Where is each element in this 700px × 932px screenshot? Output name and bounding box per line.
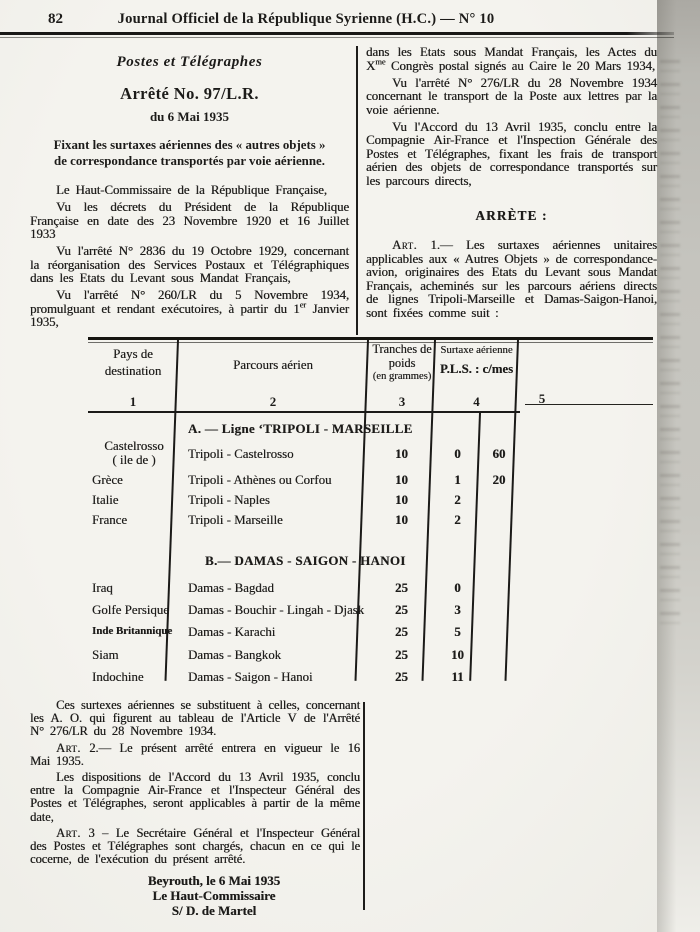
signature-title: Le Haut-Commissaire [152, 888, 276, 904]
paragraph-vu-arrete-276: Vu l'arrêté N° 276/LR du 28 Novembre 1934 concernant le transport de la Poste aux lettres par la voie aérienne. [366, 75, 657, 117]
section-b-title: B.— DAMAS - SAIGON - HANOI [205, 553, 406, 568]
cell-country [92, 440, 176, 467]
section-rubric: Postes et Télégraphes [116, 54, 263, 70]
cell-weight: 25 [395, 625, 408, 639]
cell-country: Siam [92, 648, 119, 662]
cell-pls: 0 [454, 581, 461, 595]
bottom-column [30, 699, 360, 919]
cell-weight: 10 [395, 493, 408, 507]
cell-weight: 25 [395, 581, 408, 595]
column-number-5: 5 [538, 391, 546, 406]
paragraph-article-2 [30, 742, 360, 768]
paragraph-text: Janvier 1935, [30, 301, 349, 329]
cell-country: Golfe Persique [92, 603, 169, 617]
left-column [30, 54, 349, 333]
table-row-grece [88, 473, 655, 493]
signature-place-date: Beyrouth, le 6 Mai 1935 [147, 873, 281, 889]
header-tranches-poids [369, 343, 435, 384]
table-row-indochine [88, 670, 655, 690]
column-divider-upper [356, 46, 358, 335]
decree-title: Arrêté No. 97/L.R. [120, 84, 259, 103]
cell-route: Damas - Karachi [188, 625, 276, 639]
cell-weight: 10 [395, 473, 408, 487]
paragraph-vu-decrets: Vu les décrets du Président de la République Française en date des 23 Novembre 1920 et 16 Juillet 1933 [30, 200, 349, 241]
journal-title: Journal Officiel de la République Syrienne (H.C.) — N° 10 [117, 11, 495, 27]
cell-pls: 2 [454, 493, 461, 507]
paragraph-text: Congrès postal signés au Caire le 20 Mars 1934, [385, 58, 655, 73]
paragraph-haut-commissaire: Le Haut-Commissaire de la République Française, [56, 183, 327, 197]
decree-subject-line: de correspondance transportés par voie aérienne. [54, 153, 325, 168]
article-label: Art. [56, 825, 81, 840]
cell-country: Grèce [92, 473, 123, 487]
cell-route: Damas - Bagdad [188, 581, 274, 595]
cell-weight: 25 [395, 670, 408, 684]
cell-weight: 25 [395, 603, 408, 617]
cell-country: Indochine [92, 670, 144, 684]
paragraph-vu-arrete-260 [30, 289, 349, 330]
decree-date: du 6 Mai 1935 [149, 109, 230, 124]
table-row-iraq [88, 581, 655, 601]
header-line: (en grammes) [372, 371, 432, 382]
cell-route: Damas - Bouchir - Lingah - Djask [188, 603, 365, 617]
column-number-4: 4 [473, 394, 480, 409]
paragraph-congres-postal [366, 46, 657, 73]
paragraph-dispositions: Les dispositions de l'Accord du 13 Avril 1935, conclu entre la Compagnie Air-France et l'Inspecteur Général des Postes et Télégraphes, seront applicables à partir de la même date, [30, 770, 360, 824]
header-line: destination [104, 364, 162, 378]
paragraph-vu-arrete-2836: Vu l'arrêté N° 2836 du 19 Octobre 1929, concernant la réorganisation des Services Postaux et Télégraphiques dans les Etats du Levant sous Mandat Français, [30, 244, 349, 285]
header-surtaxe-aerienne [435, 344, 518, 377]
column-number-1: 1 [129, 394, 137, 409]
cell-route: Tripoli - Athènes ou Corfou [188, 473, 332, 487]
cell-route: Damas - Bangkok [188, 648, 282, 662]
article-text: 3 – Le Secrétaire Général et l'Inspecteur Général des Postes et Télégraphes sont chargés, chacun en ce qui le cocerne, de l'exécution du présent arrêté. [30, 825, 360, 867]
page-number: 82 [48, 11, 63, 27]
cell-pls: 11 [451, 670, 464, 684]
paragraph-text: Vu l'arrêté N° 260/LR du 5 Novembre 1934, promulguant et rendant exécutoires, à partir du 1 [30, 288, 349, 316]
column-divider-lower [363, 702, 365, 910]
header-pays-destination [88, 346, 178, 380]
cell-route: Tripoli - Castelrosso [188, 447, 294, 461]
cell-weight: 10 [395, 447, 408, 461]
cell-pls: 5 [454, 625, 461, 639]
cell-country: France [92, 513, 128, 527]
header-line: Pays de [113, 347, 153, 361]
column-number-3: 3 [398, 394, 406, 409]
cell-route: Tripoli - Marseille [188, 513, 283, 527]
paragraph-substitution: Ces surtexes aériennes se substituent à celles, concernant les A. O. qui figurent au tableau de l'Article V de l'Arrêté N° 276/LR du 28 Novembre 1934. [30, 698, 360, 739]
decree-subject [30, 138, 349, 169]
cell-route: Damas - Saigon - Hanoi [188, 670, 313, 684]
cell-cmes: 20 [492, 473, 506, 487]
table-header-separator [88, 411, 520, 413]
country-line: ( ile de ) [112, 452, 156, 467]
cell-country: Italie [92, 493, 119, 507]
table-row-inde-britannique [88, 625, 655, 645]
article-text: 2.— Le présent arrêté entrera en vigueur le 16 Mai 1935. [30, 740, 360, 768]
country-line: Castelrosso [104, 439, 164, 453]
table-row-france [88, 513, 655, 533]
cell-country: Inde Britannique [92, 625, 173, 637]
table-top-rule [88, 337, 653, 340]
article-label: Art. [392, 238, 418, 252]
paragraph-text: dans les Etats sous Mandat Français, les Actes du X [366, 45, 657, 73]
section-a-title: A. — Ligne ‘TRIPOLI - MARSEILLE [188, 421, 413, 436]
cell-route: Tripoli - Naples [188, 493, 270, 507]
signature-name: S/ D. de Martel [171, 903, 257, 919]
header-line: Surtaxe aérienne [440, 344, 513, 356]
table-row-siam [88, 648, 655, 668]
cell-pls: 10 [451, 648, 464, 662]
header-rule [0, 32, 674, 35]
signature-block [76, 874, 352, 918]
article-label: Art. [56, 740, 81, 755]
paragraph-article-1 [366, 239, 657, 320]
cell-weight: 25 [395, 648, 408, 662]
superscript-er: er [299, 299, 307, 310]
table-row-golfe-persique [88, 603, 655, 623]
table-row-castelrosso [88, 439, 655, 467]
paragraph-article-3 [30, 827, 360, 867]
cell-cmes: 60 [492, 447, 506, 461]
cell-pls: 3 [454, 603, 461, 617]
decree-subject-line: Fixant les surtaxes aériennes des « autres objets » [53, 138, 326, 152]
right-column [366, 46, 657, 324]
header-line: Tranches de [372, 342, 432, 356]
superscript-me: me [375, 56, 386, 67]
surtax-table [88, 337, 655, 689]
header-parcours-aerien: Parcours aérien [233, 358, 313, 372]
table-row-italie [88, 493, 655, 513]
article-text: 1.— Les surtaxes aériennes unitaires applicables aux « Autres Objets » de correspondance-avion, originaires des Etats du Levant sous Mandat Français, acheminés sur les parcours aériens directs de lignes Tripoli-Marseille et Damas-Saigon-Hanoi, sont fixées comme suit : [366, 238, 657, 320]
cell-pls: 0 [454, 447, 461, 461]
column-number-2: 2 [269, 394, 277, 409]
header-line: poids [388, 355, 416, 370]
cell-pls: 1 [454, 473, 461, 487]
cell-country: Iraq [92, 581, 113, 595]
scan-right-edge [657, 0, 700, 932]
header-line: P.L.S. : c/mes [439, 362, 514, 376]
paragraph-vu-accord: Vu l'Accord du 13 Avril 1935, conclu entre la Compagnie Air-France et l'Inspection Générale des Postes et Télégraphes, fixant les frais de transport aérien des objets de correspondance transportés sur les parcours directs, [366, 119, 657, 188]
cell-weight: 10 [395, 513, 408, 527]
arrete-heading: ARRÈTE : [475, 208, 548, 223]
cell-pls: 2 [454, 513, 461, 527]
